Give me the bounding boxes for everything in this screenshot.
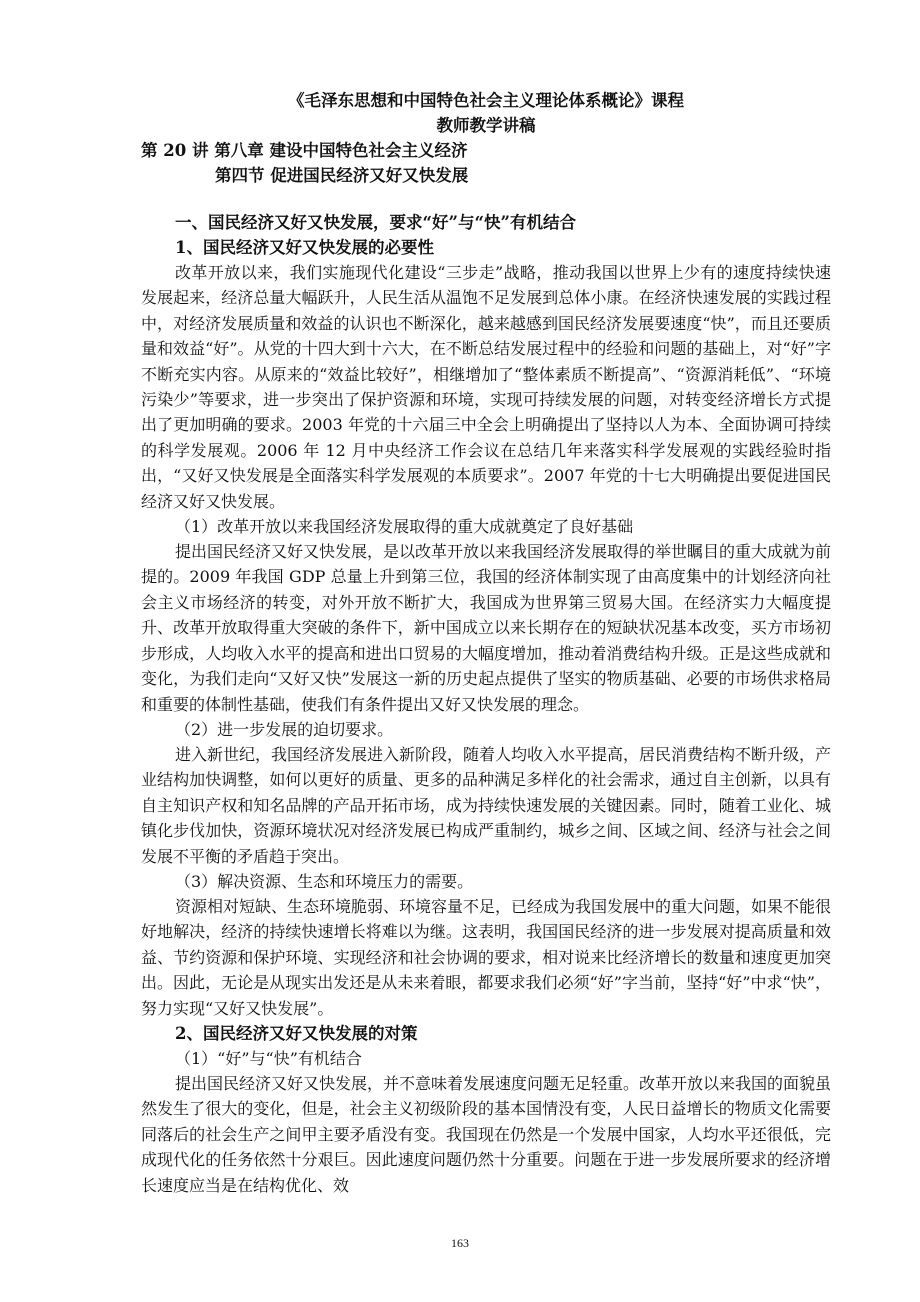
subheading-1: （1）改革开放以来我国经济发展取得的重大成就奠定了良好基础: [175, 517, 634, 537]
paragraph-1: 改革开放以来，我们实施现代化建设“三步走”战略，推动我国以世界上少有的速度持续快速发展起来，经济总量大幅跃升，人民生活从温饱不足发展到总体小康。在经济快速发展的实践过程中，对经济发展质量和效益的认识也不断深化，越来越感到国民经济发展要速度“快”，而且还要质量和效益“好”。从党的十四大到十六大，在不断总结发展过程中的经验和问题的基础上，对“好”字不断充实内容。从原来的“效益比较好”，相继增加了“整体素质不断提高”、“资源消耗低”、“环境污染少”等要求，进一步突出了保护资源和环境，实现可持续发展的问题，对转变经济增长方式提出了更加明确的要求。2003 年党的十六届三中全会上明确提出了坚持以人为本、全面协调可持续的科学发展观。2006 年 12 月中央经济工作会议在总结几年来落实科学发展观的实践经验时指出，“又好又快发展是全面落实科学发展观的本质要求”。2007 年党的十七大明确提出要促进国民经济又好又快发展。: [141, 263, 831, 511]
page-number: 163: [451, 1236, 469, 1250]
heading-level1: 一、国民经济又好又快发展，要求“好”与“快”有机结合: [175, 213, 576, 232]
course-title: 《毛泽东思想和中国特色社会主义理论体系概论》课程: [288, 91, 684, 110]
heading-countermeasures: 2、国民经济又好又快发展的对策: [175, 1023, 418, 1043]
document-type: 教师教学讲稿: [436, 116, 536, 135]
lecture-heading: 第 20 讲 第八章 建设中国特色社会主义经济: [141, 141, 468, 160]
spacer: [141, 188, 831, 210]
subheading-2: （2）进一步发展的迫切要求。: [175, 719, 394, 739]
paragraph-3: 进入新世纪，我国经济发展进入新阶段，随着人均收入水平提高，居民消费结构不断升级，产业结构加快调整，如何以更好的质量、更多的品种满足多样化的社会需求，通过自主创新，以具有自主知识产权和知名品牌的产品开拓市场，成为持续快速发展的关键因素。同时，随着工业化、城镇化步伐加快，资源环境状况对经济发展已构成严重制约，城乡之间、区域之间、经济与社会之间发展不平衡的矛盾趋于突出。: [141, 744, 832, 866]
paragraph-4: 资源相对短缺、生态环境脆弱、环境容量不足，已经成为我国发展中的重大问题，如果不能很好地解决，经济的持续快速增长将难以为继。这表明，我国国民经济的进一步发展对提高质量和效益、节约资源和保护环境、实现经济和社会协调的要求，相对说来比经济增长的数量和速度更加突出。因此，无论是从现实出发还是从未来着眼，都要求我们必须“好”字当前，坚持“好”中求“快”，努力实现“又好又快发展”。: [141, 896, 832, 1018]
subheading-4: （1）“好”与“快”有机结合: [175, 1048, 362, 1068]
page-content: [141, 88, 831, 1198]
heading-necessity: 1、国民经济又好又快发展的必要性: [175, 238, 434, 257]
paragraph-5: 提出国民经济又好又快发展，并不意味着发展速度问题无足轻重。改革开放以来我国的面貌虽然发生了很大的变化，但是，社会主义初级阶段的基本国情没有变，人民日益增长的物质文化需要同落后的社会生产之间甲主要矛盾没有变。我国现在仍然是一个发展中国家，人均水平还很低，完成现代化的任务依然十分艰巨。因此速度问题仍然十分重要。问题在于进一步发展所要求的经济增长速度应当是在结构优化、效: [141, 1073, 832, 1195]
section-heading: 第四节 促进国民经济又好又快发展: [215, 166, 469, 185]
subheading-3: （3）解决资源、生态和环境压力的需要。: [175, 871, 474, 891]
paragraph-2: 提出国民经济又好又快发展，是以改革开放以来我国经济发展取得的举世瞩目的重大成就为前提的。2009 年我国 GDP 总量上升到第三位，我国的经济体制实现了由高度集中的计划经济向社会主义市场经济的转变，对外开放不断扩大，我国成为世界第三贸易大国。在经济实力大幅度提升、改革开放取得重大突破的条件下，新中国成立以来长期存在的短缺状况基本改变，买方市场初步形成，人均收入水平的提高和进出口贸易的大幅度增加，推动着消费结构升级。正是这些成就和变化，为我们走向“又好又快”发展这一新的历史起点提供了坚实的物质基础、必要的市场供求格局和重要的体制性基础，使我们有条件提出又好又快发展的理念。: [141, 542, 832, 714]
